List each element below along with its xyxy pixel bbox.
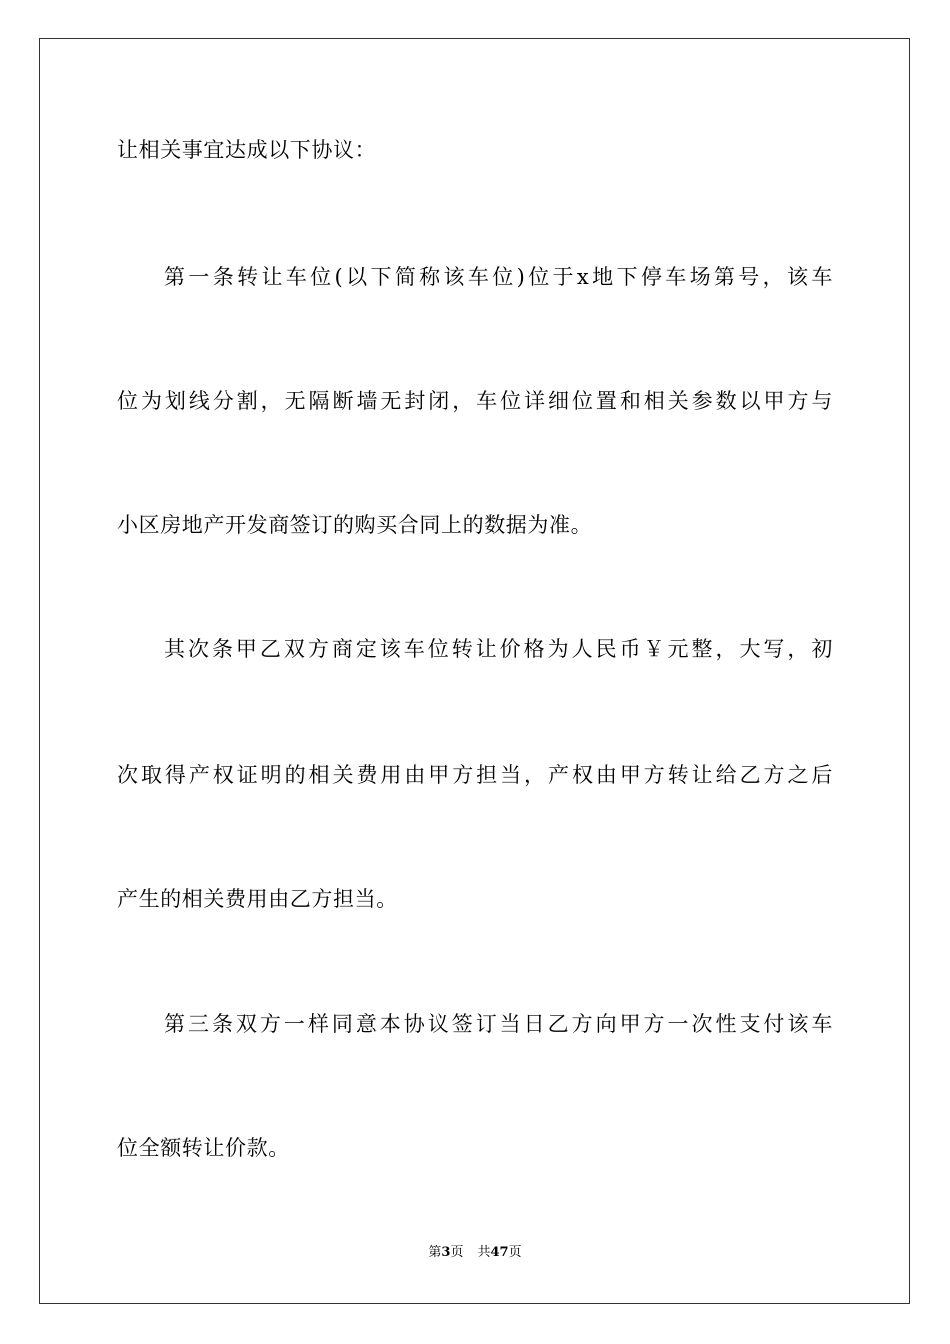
page-footer: [0, 1244, 950, 1262]
text-line-3: 位为划线分割，无隔断墙无封闭，车位详细位置和相关参数以甲方与: [117, 389, 833, 413]
page-number-prefix: 第: [428, 1245, 442, 1260]
page-number: 3: [441, 1245, 451, 1260]
text-line-2: 第一条转让车位(以下简称该车位)位于x地下停车场第号，该车: [164, 265, 833, 289]
text-line-7: 产生的相关费用由乙方担当。: [117, 887, 398, 911]
text-line-9: 位全额转让价款。: [117, 1136, 290, 1160]
page-border: [39, 38, 910, 1304]
total-pages-prefix: 共: [477, 1245, 491, 1260]
text-line-1: 让相关事宜达成以下协议：: [117, 138, 377, 162]
total-pages: 47: [490, 1245, 509, 1260]
text-line-8: 第三条双方一样同意本协议签订当日乙方向甲方一次性支付该车: [164, 1012, 833, 1036]
page-number-suffix: 页: [450, 1245, 464, 1260]
total-pages-suffix: 页: [508, 1245, 522, 1260]
text-line-5: 其次条甲乙双方商定该车位转让价格为人民币￥元整，大写，初: [164, 637, 833, 661]
text-line-6: 次取得产权证明的相关费用由甲方担当，产权由甲方转让给乙方之后: [117, 763, 833, 787]
text-line-4: 小区房地产开发商签订的购买合同上的数据为准。: [117, 513, 593, 537]
